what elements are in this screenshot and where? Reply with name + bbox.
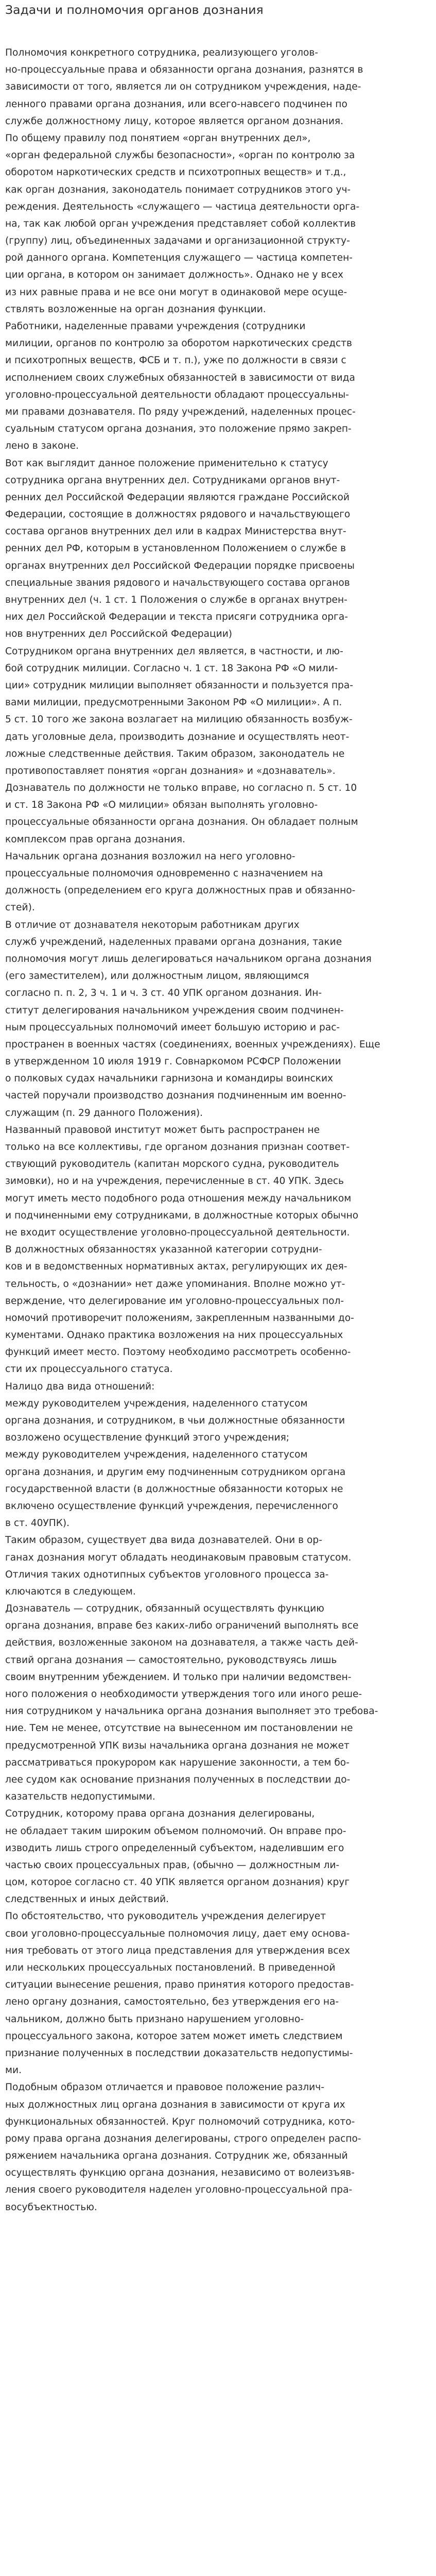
text-line: рой данного органа. Компетенция служащего — частица компетен- xyxy=(5,252,353,264)
text-line: кументами. Однако практика возложения на них процессуальных xyxy=(5,1330,343,1341)
text-line: противопоставляет понятия «орган дознания» и «дознаватель». xyxy=(5,765,336,776)
text-line: и психотропных веществ, ФСБ и т. п.), уже по должности в связи с xyxy=(5,355,346,366)
text-line: только на все коллективы, где органом дознания признан соответ- xyxy=(5,1142,350,1153)
text-line: из них равные права и не все они могут в одинаковой мере осуще- xyxy=(5,286,347,298)
text-line: Налицо два вида отношений: xyxy=(5,1381,155,1392)
text-line: свои уголовно-процессуальные полномочия лицу, дает ему основа- xyxy=(5,1928,350,1939)
text-line: казательств недопустимыми. xyxy=(5,1791,155,1803)
text-line: ков и в ведомственных нормативных актах, регулирующих их дея- xyxy=(5,1261,347,1273)
text-line: По общему правилу под понятием «орган внутренних дел», xyxy=(5,132,311,144)
text-line: Начальник органа дознания возложил на него уголовно- xyxy=(5,851,295,862)
text-line: или нескольких процессуальных постановлений. В приведенной xyxy=(5,1962,336,1973)
text-line: но-процессуальные права и обязанности органа дознания, разнятся в xyxy=(5,64,363,76)
text-line: служащим (п. 29 данного Положения). xyxy=(5,1107,203,1118)
text-line: предусмотренной УПК визы начальника органа дознания не может xyxy=(5,1740,350,1751)
text-line: ренних дел РФ, которым в установленном Положением о службе в xyxy=(5,543,346,554)
text-line: рому права органа дознания делегированы, строго определен распо- xyxy=(5,2133,361,2144)
text-line: них дел Российской Федерации и текста присяги сотрудника орга- xyxy=(5,612,348,623)
text-line: осуществлять функцию органа дознания, независимо от волеизъяв- xyxy=(5,2167,355,2179)
text-line: По обстоятельство, что руководитель учреждения делегирует xyxy=(5,1911,326,1922)
text-line: Работники, наделенные правами учреждения (сотрудники xyxy=(5,321,306,332)
text-line: ния сотрудником у начальника органа дознания выполняет это требова- xyxy=(5,1706,378,1717)
text-line: ции органа, в котором он занимает должность». Однако не у всех xyxy=(5,269,344,281)
text-line: органа дознания, и сотрудником, в чьи должностные обязанности xyxy=(5,1415,345,1426)
text-line: органа дознания, и другим ему подчиненным сотрудником органа xyxy=(5,1466,346,1478)
text-line: признание полученных в последствии доказательств недопустимы- xyxy=(5,2047,353,2059)
text-line: действия, возложенные законом на дознавателя, а также часть дей- xyxy=(5,1637,358,1649)
text-line: Федерации, состоящие в должностях рядового и начальствующего xyxy=(5,509,351,520)
text-line: восубъектностью. xyxy=(5,2201,97,2213)
text-line: частью своих процессуальных прав, (обычно — должностным ли- xyxy=(5,1859,340,1871)
text-line: в утвержденном 10 июля 1919 г. Совнаркомом РСФСР Положении xyxy=(5,1056,341,1067)
text-line: зависимости от того, является ли он сотрудником учреждения, наде- xyxy=(5,81,361,93)
text-line: сотрудника органа внутренних дел. Сотрудниками органов внут- xyxy=(5,474,340,486)
text-line: цом, которое согласно ст. 40 УПК является органом дознания) круг xyxy=(5,1877,350,1888)
text-line: службе должностному лицу, которое является органом дознания. xyxy=(5,115,344,127)
text-line: Отличия таких однотипных субъектов уголовного процесса за- xyxy=(5,1569,329,1580)
text-line: изводить лишь строго определенный субъектом, наделившим его xyxy=(5,1842,344,1854)
text-line: лее судом как основание признания полученных в последствии до- xyxy=(5,1774,351,1785)
text-line: Дознаватель по должности не только вправе, но согласно п. 5 ст. 10 xyxy=(5,783,357,794)
text-line: ми. xyxy=(5,2065,22,2076)
text-line: бой сотрудник милиции. Согласно ч. 1 ст. 18 Закона РФ «О мили- xyxy=(5,663,338,674)
text-line: ганах дознания могут обладать неодинаковым правовым статусом. xyxy=(5,1552,352,1563)
text-line: органа дознания, вправе без каких-либо ограничений выполнять все xyxy=(5,1620,359,1632)
text-line: функциональных обязанностей. Круг полномочий сотрудника, кото- xyxy=(5,2116,355,2127)
text-line: ние. Тем не менее, отсутствие на вынесенном им постановлении не xyxy=(5,1723,353,1734)
text-line: ложные следственные действия. Таким образом, законодатель не xyxy=(5,748,345,759)
text-line: возложено осуществление функций этого учреждения; xyxy=(5,1432,290,1444)
text-line: и ст. 18 Закона РФ «О милиции» обязан выполнять уголовно- xyxy=(5,800,318,811)
text-line: ститут делегирования начальником учреждения своим подчинен- xyxy=(5,1005,344,1016)
text-line: лено в законе. xyxy=(5,440,79,452)
text-line: Сотрудником органа внутренних дел является, в частности, и лю- xyxy=(5,646,343,657)
text-line: 5 ст. 10 того же закона возлагает на милицию обязанность возбуж- xyxy=(5,714,353,725)
text-line: служб учреждений, наделенных правами органа дознания, такие xyxy=(5,936,342,947)
text-line: специальные звания рядового и начальствующего состава органов xyxy=(5,577,350,588)
text-line: «орган федеральной службы безопасности», «орган по контролю за xyxy=(5,150,355,161)
text-line: дать уголовные дела, производить дознание и осуществлять неот- xyxy=(5,731,350,742)
text-line: полномочия могут лишь делегироваться начальником органа дознания xyxy=(5,953,372,964)
text-line: должность (определением его круга должностных прав и обязанно- xyxy=(5,885,356,896)
text-line: ми правами дознавателя. По ряду учреждений, наделенных процес- xyxy=(5,406,356,417)
text-line: ситуации вынесение решения, право принятия которого предостав- xyxy=(5,1979,354,1991)
text-line: могут иметь место подобного рода отношения между начальником xyxy=(5,1193,352,1204)
text-line: процессуального закона, которое затем может иметь следствием xyxy=(5,2030,343,2042)
text-line: ния требовать от этого лица представления для утверждения всех xyxy=(5,1945,351,1956)
text-line: рассматриваться прокурором как нарушение законности, а тем бо- xyxy=(5,1757,350,1768)
text-line: комплексом прав органа дознания. xyxy=(5,834,185,845)
text-line: нов внутренних дел Российской Федерации) xyxy=(5,629,233,640)
text-line: и подчиненными ему сотрудниками, в должностные которых обычно xyxy=(5,1210,359,1221)
text-line: Таким образом, существует два вида дознавателей. Они в ор- xyxy=(5,1535,322,1546)
text-line: Вот как выглядит данное положение применительно к статусу xyxy=(5,457,328,469)
text-line: Подобным образом отличается и правовое положение различ- xyxy=(5,2082,324,2093)
text-line: милиции, органов по контролю за оборотом наркотических средств xyxy=(5,338,352,349)
text-line: включено осуществление функций учреждения, перечисленного xyxy=(5,1500,338,1512)
text-line: Дознаватель — сотрудник, обязанный осуществлять функцию xyxy=(5,1603,324,1615)
text-line: оборотом наркотических средств и психотропных веществ» и т.д., xyxy=(5,167,346,178)
text-line: ции» сотрудник милиции выполняет обязанности и пользуется пра- xyxy=(5,680,353,691)
text-line: ного положения о необходимости утверждения того или иного реше- xyxy=(5,1689,362,1700)
text-line: В отличие от дознавателя некоторым работникам других xyxy=(5,919,300,930)
text-line: в ст. 40УПК). xyxy=(5,1518,70,1529)
text-line: ным процессуальных полномочий имеет большую историю и рас- xyxy=(5,1022,340,1033)
text-line: согласно п. п. 2, 3 ч. 1 и ч. 3 ст. 40 УПК органом дознания. Ин- xyxy=(5,988,322,999)
document-body xyxy=(5,44,431,2216)
text-line: вами милиции, предусмотренными Законом РФ «О милиции». А п. xyxy=(5,697,342,708)
text-line: (группу) лиц, объединенных задачами и организационной структу- xyxy=(5,235,350,247)
text-line: процессуальные обязанности органа дознания. Он обладает полным xyxy=(5,817,358,828)
page-title: Задачи и полномочия органов дознания xyxy=(5,3,264,17)
text-line: ных должностных лиц органа дознания в зависимости от круга их xyxy=(5,2099,345,2110)
text-line: на, так как любой орган учреждения представляет собой коллектив xyxy=(5,218,356,229)
text-line: ленного правами органа дознания, или всего-навсего подчинен по xyxy=(5,98,347,110)
text-line: своим внутренним убеждением. И только при наличии ведомствен- xyxy=(5,1671,352,1683)
text-line: ряжением начальника органа дознания. Сотрудник же, обязанный xyxy=(5,2150,348,2162)
text-line: зимовки), но и на учреждения, перечисленные в ст. 40 УПК. Здесь xyxy=(5,1176,344,1187)
text-line: о полковых судах начальники гарнизона и командиры воинских xyxy=(5,1073,334,1084)
text-line: сти их процессуального статуса. xyxy=(5,1364,173,1375)
text-line: не входит осуществление уголовно-процессуальной деятельности. xyxy=(5,1227,350,1238)
text-line: номочий противоречит положениям, закрепленным названными до- xyxy=(5,1312,354,1324)
text-line: верждение, что делегирование им уголовно-процессуальных пол- xyxy=(5,1295,344,1307)
text-line: В должностных обязанностях указанной категории сотрудни- xyxy=(5,1244,322,1256)
text-line: не обладает таким широким объемом полномочий. Он вправе про- xyxy=(5,1825,346,1837)
text-line: ствующий руководитель (капитан морского судна, руководитель xyxy=(5,1159,339,1170)
text-line: реждения. Деятельность «служащего — частица деятельности орга- xyxy=(5,201,360,212)
text-line: (его заместителем), или должностным лицом, являющимся xyxy=(5,971,309,982)
text-line: органах внутренних дел Российской Федерации порядке присвоены xyxy=(5,560,355,571)
text-line: функций имеет место. Поэтому необходимо рассмотреть особенно- xyxy=(5,1347,351,1358)
text-line: исполнением своих служебных обязанностей в зависимости от вида xyxy=(5,372,355,383)
text-line: между руководителем учреждения, наделенного статусом xyxy=(5,1449,308,1461)
text-line: частей поручали производство дознания подчиненным им военно- xyxy=(5,1090,346,1101)
text-line: между руководителем учреждения, наделенного статусом xyxy=(5,1398,308,1409)
text-line: ключаются в следующем. xyxy=(5,1586,136,1597)
text-line: ствлять возложенные на орган дознания функции. xyxy=(5,303,266,315)
text-line: ления своего руководителя наделен уголовно-процессуальной пра- xyxy=(5,2184,353,2196)
text-line: пространен в военных частях (соединениях, военных учреждениях). Еще xyxy=(5,1039,380,1050)
text-line: Полномочия конкретного сотрудника, реализующего уголов- xyxy=(5,47,319,58)
text-line: тельность, о «дознании» нет даже упоминания. Вполне можно ут- xyxy=(5,1278,345,1290)
text-line: состава органов внутренних дел или в кадрах Министерства внут- xyxy=(5,526,346,537)
text-line: государственной власти (в должностные обязанности которых не xyxy=(5,1483,343,1495)
text-line: как орган дознания, законодатель понимает сотрудников этого уч- xyxy=(5,184,351,195)
text-line: чальником, должно быть признано нарушением уголовно- xyxy=(5,2013,304,2025)
text-line: следственных и иных действий. xyxy=(5,1894,169,1905)
text-line: внутренних дел (ч. 1 ст. 1 Положения о службе в органах внутрен- xyxy=(5,595,347,605)
text-line: Названный правовой институт может быть распространен не xyxy=(5,1124,320,1136)
text-line: суальным статусом органа дознания, это положение прямо закреп- xyxy=(5,423,352,435)
text-line: ренних дел Российской Федерации являются граждане Российской xyxy=(5,492,350,503)
text-line: стей). xyxy=(5,902,35,913)
text-line: уголовно-процессуальной деятельности обладают процессуальны- xyxy=(5,389,349,400)
text-line: лено органу дознания, самостоятельно, без утверждения его на- xyxy=(5,1996,339,2008)
text-line: процессуальные полномочия одновременно с назначением на xyxy=(5,868,323,879)
text-line: Сотрудник, которому права органа дознания делегированы, xyxy=(5,1808,315,1820)
text-line: ствий органа дознания — самостоятельно, руководствуясь лишь xyxy=(5,1654,337,1666)
